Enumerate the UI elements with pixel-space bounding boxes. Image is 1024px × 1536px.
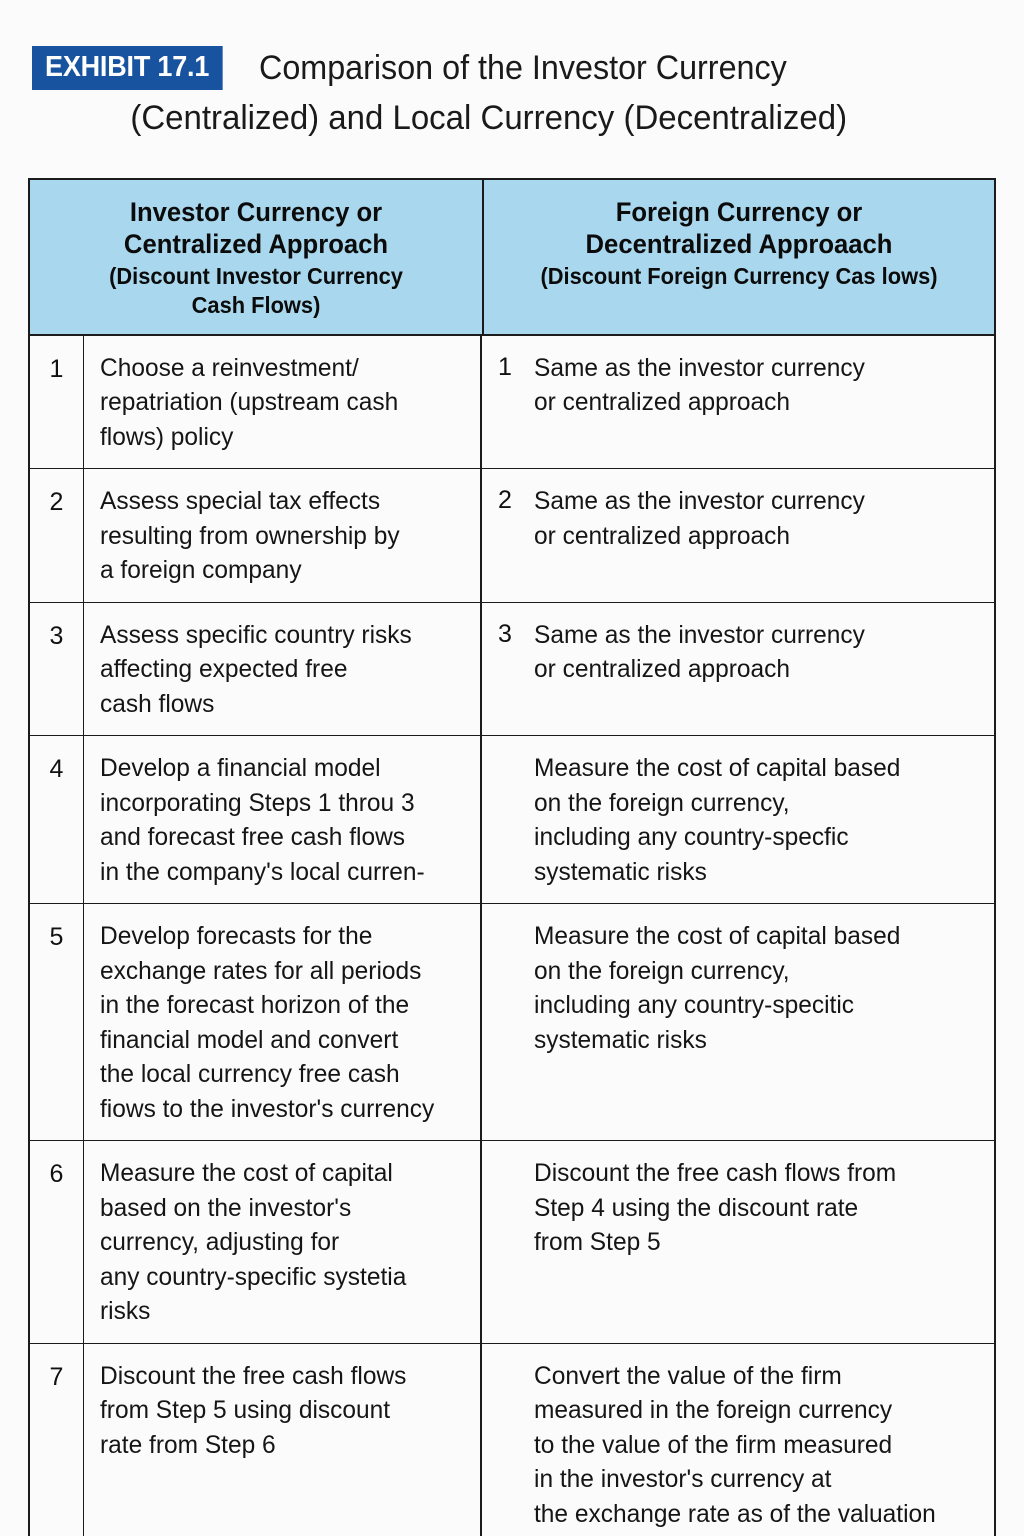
cell-text-wrapper <box>528 618 984 722</box>
row-step-number: 4 <box>30 736 84 903</box>
table-row <box>30 1141 994 1344</box>
cell-text-line: and forecast free cash flows <box>100 823 406 852</box>
column-header-line-2: Decentralized Approaach <box>585 229 893 260</box>
cell-text-line: fiows to the investor's currency <box>100 1094 435 1123</box>
cell-investor-currency <box>84 1141 482 1343</box>
column-header-line-1: Investor Currency or <box>129 197 383 227</box>
table-row <box>30 904 994 1141</box>
cell-text-line: on the foreign currency, <box>534 956 790 985</box>
row-step-number: 3 <box>30 603 84 736</box>
cell-foreign-currency <box>482 469 994 602</box>
column-header-line-2: Centralized Approach <box>123 229 389 260</box>
cell-text-line: measured in the foreign currency <box>534 1396 893 1425</box>
cell-text <box>100 1359 465 1463</box>
row-step-number: 7 <box>30 1344 84 1536</box>
cell-text-line: Develop a financial model <box>100 754 381 783</box>
title-first-line <box>0 44 1024 92</box>
cell-text-line: including any country-specitic <box>534 991 855 1020</box>
cell-text-line: currency, adjusting for <box>100 1228 340 1257</box>
exhibit-number-badge: EXHIBIT 17.1 <box>32 46 222 90</box>
cell-investor-currency <box>84 736 482 903</box>
cell-text-wrapper <box>498 919 984 1126</box>
column-header-foreign-currency <box>484 180 994 334</box>
cell-text-line: any country-specific systetia <box>100 1262 407 1291</box>
table-row <box>30 603 994 737</box>
cell-text-line: systematic risks <box>534 857 707 886</box>
cell-foreign-currency <box>482 336 994 469</box>
cell-text-line: the local currency free cash <box>100 1060 400 1089</box>
cell-investor-currency <box>84 1344 482 1536</box>
cell-text-line: based on the investor's <box>100 1193 352 1222</box>
cell-text-line: in the investor's currency at <box>534 1465 832 1494</box>
column-header-line-1: Foreign Currency or <box>615 197 863 227</box>
cell-text-line: from Step 5 <box>534 1228 661 1257</box>
cell-text-line: in the company's local curren- <box>100 857 425 886</box>
cell-text-line: exchange rates for all periods <box>100 956 422 985</box>
cell-text-line: Discount the free cash flows from <box>534 1159 897 1188</box>
cell-text <box>100 618 465 722</box>
cell-text-wrapper <box>498 1359 984 1532</box>
cell-text-wrapper <box>498 1156 984 1329</box>
table-row <box>30 736 994 904</box>
exhibit-title-block <box>0 44 1024 138</box>
cell-text <box>534 919 975 1057</box>
cell-text-line: Discount the free cash flows <box>100 1361 407 1390</box>
page-title: Comparison of the Investor Currency <box>258 48 787 87</box>
row-step-number: 1 <box>30 336 84 469</box>
row-step-number-right: 3 <box>498 619 512 648</box>
cell-text <box>534 351 975 420</box>
cell-text-line: Same as the investor currency <box>534 353 865 382</box>
cell-text-line: resulting from ownership by <box>100 521 400 550</box>
cell-text-line: Same as the investor currency <box>534 620 865 649</box>
cell-text-line: Measure the cost of capital based <box>534 922 901 951</box>
cell-text-line: Step 4 using the discount rate <box>534 1193 859 1222</box>
cell-text <box>100 351 465 455</box>
cell-investor-currency <box>84 904 482 1140</box>
cell-text-line: a foreign company <box>100 556 302 585</box>
cell-text-line: Same as the investor currency <box>534 487 865 516</box>
column-header-investor-currency <box>30 180 484 334</box>
table-row <box>30 469 994 603</box>
cell-text-line: on the foreign currency, <box>534 788 790 817</box>
row-step-number-right: 2 <box>498 486 512 515</box>
cell-text-line: Assess special tax effects <box>100 487 381 516</box>
cell-text-wrapper <box>498 751 984 889</box>
cell-text <box>100 1156 465 1329</box>
cell-text <box>100 751 465 889</box>
cell-text-line: from Step 5 using discount <box>100 1396 391 1425</box>
page-title-second-line: (Centralized) and Local Currency (Decentralized) <box>130 99 848 137</box>
cell-text-line: the exchange rate as of the valuation <box>534 1499 936 1528</box>
cell-text-line: rate from Step 6 <box>100 1430 276 1459</box>
table-row <box>30 336 994 470</box>
row-step-number: 6 <box>30 1141 84 1343</box>
cell-text-wrapper <box>528 484 984 588</box>
cell-text-line: repatriation (upstream cash <box>100 388 399 417</box>
cell-text-line: cash flows <box>100 689 215 718</box>
cell-text-line: financial model and convert <box>100 1025 399 1054</box>
cell-text-wrapper <box>528 351 984 455</box>
row-step-number-right: 1 <box>498 352 512 381</box>
column-header-sub-line-1: (Discount Foreign Currency Cas lows) <box>540 262 938 289</box>
cell-text-line: risks <box>100 1297 151 1326</box>
cell-text-line: incorporating Steps 1 throu 3 <box>100 788 415 817</box>
cell-text <box>534 751 975 889</box>
row-step-number: 5 <box>30 904 84 1140</box>
cell-text-line: or centralized approach <box>534 655 791 684</box>
cell-text-line: Measure the cost of capital <box>100 1159 393 1188</box>
cell-foreign-currency <box>482 1141 994 1343</box>
cell-text-line: Choose a reinvestment/ <box>100 353 359 382</box>
cell-text <box>100 919 465 1126</box>
table-row <box>30 1344 994 1536</box>
cell-foreign-currency <box>482 1344 994 1536</box>
cell-text-line: Convert the value of the firm <box>534 1361 842 1390</box>
cell-text-line: Develop forecasts for the <box>100 922 373 951</box>
cell-text <box>534 1359 975 1532</box>
cell-text <box>534 618 975 687</box>
cell-text <box>100 484 465 588</box>
cell-text <box>534 484 975 553</box>
row-step-number: 2 <box>30 469 84 602</box>
column-header-sub-line-1: (Discount Investor Currency <box>109 262 403 289</box>
cell-text-line: in the forecast horizon of the <box>100 991 410 1020</box>
cell-text-line: to the value of the firm measured <box>534 1430 893 1459</box>
cell-text-line: Assess specific country risks <box>100 620 412 649</box>
cell-text-line: Measure the cost of capital based <box>534 754 901 783</box>
cell-text-line: or centralized approach <box>534 388 791 417</box>
cell-text-line: including any country-specfic <box>534 823 849 852</box>
cell-text-line: flows) policy <box>100 422 234 451</box>
table-body <box>30 336 994 1536</box>
cell-investor-currency <box>84 336 482 469</box>
cell-investor-currency <box>84 469 482 602</box>
cell-text-line: systematic risks <box>534 1025 707 1054</box>
cell-foreign-currency <box>482 603 994 736</box>
table-header-row <box>30 180 994 336</box>
column-header-sub-line-2: Cash Flows) <box>191 292 321 319</box>
cell-investor-currency <box>84 603 482 736</box>
comparison-table <box>28 178 996 1536</box>
cell-foreign-currency <box>482 904 994 1140</box>
cell-text <box>534 1156 975 1260</box>
cell-text-line: affecting expected free <box>100 655 348 684</box>
cell-text-line: or centralized approach <box>534 521 791 550</box>
cell-foreign-currency <box>482 736 994 903</box>
